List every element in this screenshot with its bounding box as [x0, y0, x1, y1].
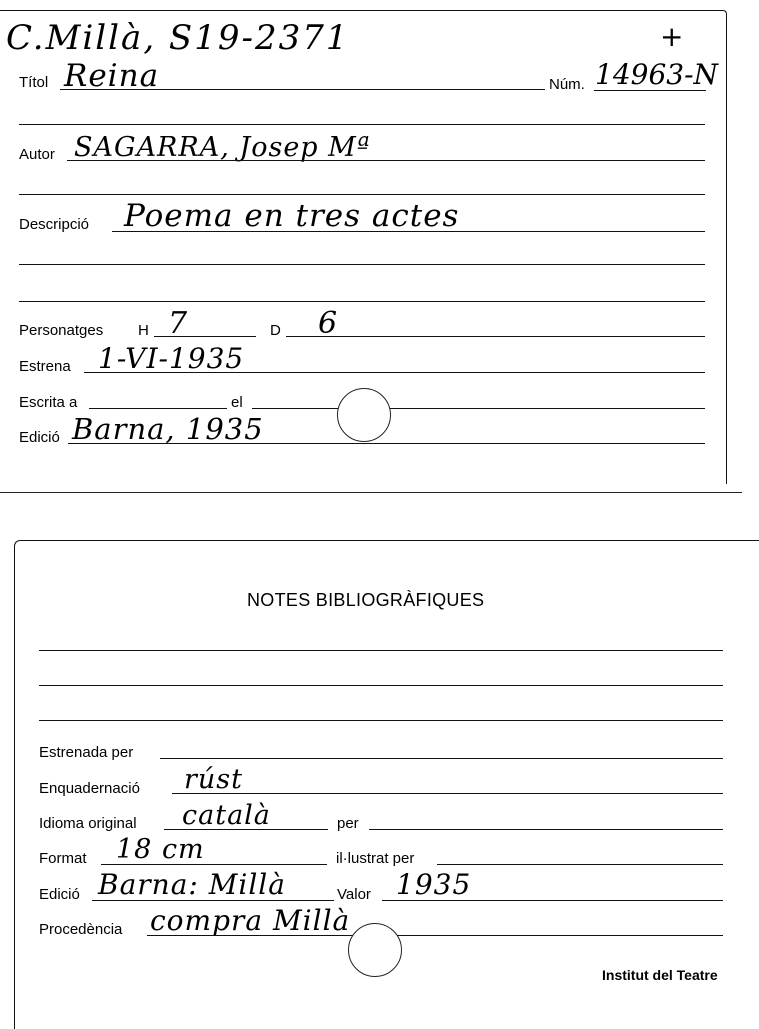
procedencia-label: Procedència [39, 921, 123, 938]
institution-footer: Institut del Teatre [602, 967, 718, 983]
procedencia-line [147, 935, 723, 936]
h-value: 7 [168, 306, 189, 341]
edicio-line [68, 443, 705, 444]
descripcio-value: Poema en tres actes [124, 198, 460, 234]
card-separator [0, 492, 742, 493]
format-line [101, 864, 327, 865]
punch-hole-2 [348, 923, 402, 977]
d-line [286, 336, 705, 337]
idioma-label: Idioma original [39, 815, 137, 832]
illustrat-label: il·lustrat per [336, 850, 415, 867]
idioma-line [164, 829, 328, 830]
format-label: Format [39, 850, 87, 867]
autor-value: SAGARRA, Josep Mª [74, 132, 371, 163]
valor-line [382, 900, 723, 901]
titol-label: Títol [19, 74, 49, 91]
autor-line [67, 160, 705, 161]
escrita-line [89, 408, 227, 409]
estrena-label: Estrena [19, 358, 71, 375]
d-label: D [270, 322, 281, 339]
edicio2-value: Barna: Millà [98, 868, 286, 901]
num-value: 14963-N [595, 58, 719, 91]
h-label: H [138, 322, 149, 339]
descripcio-line [112, 231, 705, 232]
personatges-label: Personatges [19, 322, 104, 339]
header-note: C.Millà, S19-2371 [6, 18, 350, 58]
enquadernacio-label: Enquadernació [39, 780, 140, 797]
blank-line-4 [19, 301, 705, 302]
valor-value: 1935 [396, 868, 472, 901]
blank-line-3 [19, 264, 705, 265]
blank-line-1 [19, 124, 705, 125]
edicio-label: Edició [19, 429, 60, 446]
titol-value: Reina [64, 58, 160, 94]
per-line [369, 829, 723, 830]
estrena-line [84, 372, 705, 373]
enquadernacio-value: rúst [184, 764, 244, 795]
illustrat-line [437, 864, 723, 865]
el-line [252, 408, 705, 409]
autor-label: Autor [19, 146, 55, 163]
escrita-label: Escrita a [19, 394, 78, 411]
estrenada-line [160, 758, 723, 759]
edicio2-line [92, 900, 334, 901]
notes-line-1 [39, 650, 723, 651]
notes-line-3 [39, 720, 723, 721]
num-line [594, 90, 706, 91]
notes-heading: NOTES BIBLIOGRÀFIQUES [247, 590, 485, 610]
format-value: 18 cm [116, 834, 205, 865]
punch-hole [337, 388, 391, 442]
idioma-value: català [182, 800, 271, 831]
procedencia-value: compra Millà [150, 904, 351, 937]
titol-line [60, 89, 545, 90]
d-value: 6 [318, 306, 339, 341]
edicio2-label: Edició [39, 886, 80, 903]
plus-mark: + [660, 20, 684, 53]
per-label: per [337, 815, 359, 832]
h-line [154, 336, 256, 337]
notes-line-2 [39, 685, 723, 686]
descripcio-label: Descripció [19, 216, 90, 233]
estrena-value: 1-VI-1935 [98, 342, 245, 375]
estrenada-label: Estrenada per [39, 744, 134, 761]
el-label: el [231, 394, 243, 411]
valor-label: Valor [337, 886, 371, 903]
blank-line-2 [19, 194, 705, 195]
edicio-value: Barna, 1935 [72, 412, 264, 446]
enquadernacio-line [172, 793, 723, 794]
num-label: Núm. [549, 76, 585, 93]
